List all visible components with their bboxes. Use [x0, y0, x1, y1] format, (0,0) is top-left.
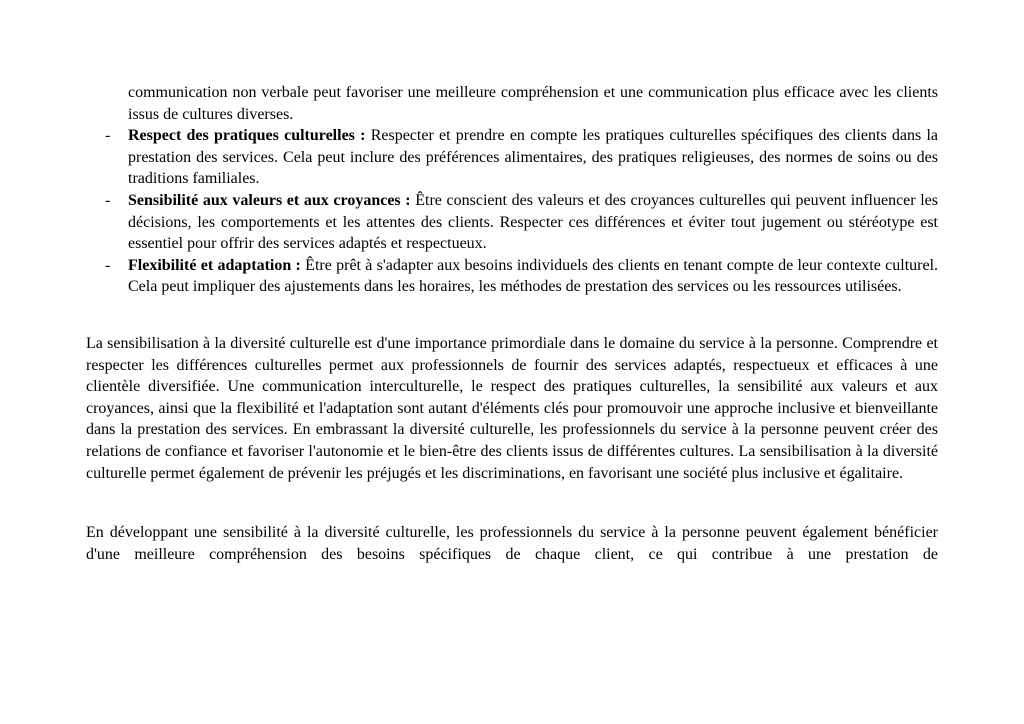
list-item-continuation: communication non verbale peut favoriser une meilleure compréhension et une communication plus efficace avec les clients issus de cultures diverses. [128, 84, 938, 123]
list-item [86, 125, 938, 190]
dash-bullet-marker: - [105, 127, 111, 145]
list-item-text: Être conscient des valeurs et des croyances culturelles qui peuvent influencer les décisions, les comportements et les attentes des clients. Respecter ces différences et éviter tout jugement ou stéréotype est essentiel pour offrir des services adaptés et respectueux. [128, 191, 939, 253]
body-paragraph: En développant une sensibilité à la diversité culturelle, les professionnels du service à la personne peuvent également bénéficier d'une meilleure compréhension des besoins spécifiques de chaque client, ce qui contribue à une prestation de [86, 524, 938, 563]
bulleted-list [86, 82, 938, 298]
list-item-text: Être prêt à s'adapter aux besoins individuels des clients en tenant compte de leur contexte culturel. Cela peut impliquer des ajustements dans les horaires, les méthodes de prestation des services ou les ressources utilisées. [128, 256, 939, 296]
dash-bullet-marker: - [105, 256, 111, 274]
body-paragraph: La sensibilisation à la diversité culturelle est d'une importance primordiale dans le domaine du service à la personne. Comprendre et respecter les différences culturelles permet aux professionnels de fournir des services adaptés, respectueux et efficaces à une clientèle diversifiée. Une communication interculturelle, le respect des pratiques culturelles, la sensibilité aux valeurs et aux croyances, ainsi que la flexibilité et l'adaptation sont autant d'éléments clés pour promouvoir une approche inclusive et bienveillante dans la prestation des services. En embrassant la diversité culturelle, les professionnels du service à la personne peuvent créer des relations de confiance et favoriser l'autonomie et le bien-être des clients issus de différentes cultures. La sensibilisation à la diversité culturelle permet également de prévenir les préjugés et les discriminations, en favorisant une société plus inclusive et égalitaire. [86, 334, 938, 482]
list-item [86, 190, 938, 255]
list-item-term: Respect des pratiques culturelles : [128, 127, 366, 145]
list-item [86, 255, 938, 298]
list-item-text: Respecter et prendre en compte les pratiques culturelles spécifiques des clients dans la prestation des services. Cela peut inclure des préférences alimentaires, des pratiques religieuses, des normes de soins ou des traditions familiales. [128, 127, 939, 188]
dash-bullet-marker: - [105, 191, 111, 209]
list-item-term: Sensibilité aux valeurs et aux croyances : [128, 191, 411, 209]
list-item-term: Flexibilité et adaptation : [128, 256, 301, 274]
